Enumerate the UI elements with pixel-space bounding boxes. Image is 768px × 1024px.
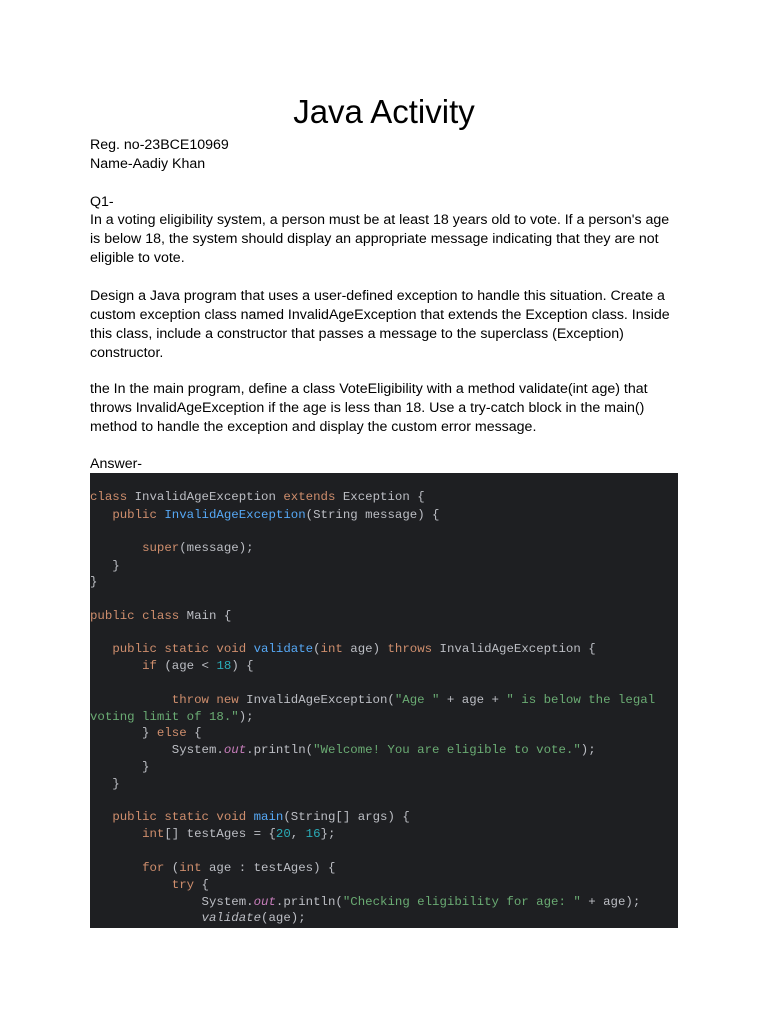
code-token: "Checking eligibility for age: " xyxy=(342,895,581,909)
code-line xyxy=(90,759,150,776)
question-paragraph-1: In a voting eligibility system, a person must be at least 18 years old to vote. If a person's age is below 18, the system should display an appropriate message indicating that they are not eligible to vote. xyxy=(90,212,670,266)
code-token: (String message) { xyxy=(305,508,440,522)
question-label: Q1- xyxy=(90,194,114,210)
code-token: else xyxy=(156,726,187,740)
code-line xyxy=(90,742,596,759)
code-token: class xyxy=(90,490,128,504)
code-token xyxy=(90,659,142,673)
code-line xyxy=(90,910,306,927)
code-line xyxy=(90,877,209,894)
code-token: InvalidAgeException { xyxy=(432,642,596,656)
code-token: , xyxy=(290,827,306,841)
code-token: System. xyxy=(90,743,224,757)
code-line xyxy=(90,489,425,506)
code-line xyxy=(90,558,120,575)
code-token: } xyxy=(90,777,120,791)
code-token: System. xyxy=(90,895,254,909)
code-token: (age); xyxy=(261,911,306,925)
code-token: out xyxy=(253,895,276,909)
code-token: main xyxy=(253,810,284,824)
code-token xyxy=(90,861,142,875)
code-token: [] testAges = { xyxy=(164,827,276,841)
code-token: (message); xyxy=(179,541,254,555)
code-token: "Age " xyxy=(394,693,440,707)
code-line xyxy=(90,894,640,911)
code-line xyxy=(90,658,254,675)
code-block xyxy=(90,473,678,928)
code-line xyxy=(90,709,254,726)
code-token: throw new xyxy=(171,693,239,707)
code-token: }; xyxy=(320,827,336,841)
code-token: ); xyxy=(580,743,596,757)
code-token: + age); xyxy=(580,895,641,909)
question-paragraph-2: Design a Java program that uses a user-defined exception to handle this situation. Create a custom exception class named InvalidAgeException that extends the Exception class. Inside this class, include a constructor that passes a message to the superclass (Exception) constructor. xyxy=(90,288,670,361)
code-token xyxy=(90,911,202,925)
code-token: int xyxy=(179,861,202,875)
code-token xyxy=(246,810,253,824)
code-token: extends xyxy=(283,490,336,504)
code-token: "Welcome! You are eligible to vote." xyxy=(313,743,581,757)
code-line xyxy=(90,608,231,625)
code-token xyxy=(246,642,253,656)
code-line xyxy=(90,507,440,524)
code-line xyxy=(90,725,202,742)
code-line xyxy=(90,540,254,557)
code-token xyxy=(135,609,142,623)
code-token: age : testAges) { xyxy=(201,861,336,875)
code-token: throws xyxy=(387,642,433,656)
code-token: out xyxy=(223,743,247,757)
code-token xyxy=(90,810,112,824)
code-token: { xyxy=(186,726,202,740)
code-token: ( xyxy=(164,861,180,875)
code-token: } xyxy=(90,575,98,589)
code-token: for xyxy=(142,861,165,875)
code-token: 20 xyxy=(275,827,291,841)
code-line xyxy=(90,776,120,793)
reg-number: Reg. no-23BCE10969 xyxy=(90,137,229,153)
question-paragraph-3: the In the main program, define a class VoteEligibility with a method validate(int age) that throws InvalidAgeException if the age is less than 18. Use a try-catch block in the main() method to handle the exception and display the custom error message. xyxy=(90,381,648,435)
code-token xyxy=(90,693,172,707)
code-token: (age < xyxy=(156,659,217,673)
code-token: } xyxy=(90,726,157,740)
code-token: super xyxy=(142,541,180,555)
code-token: validate xyxy=(201,911,262,925)
code-token: ) { xyxy=(231,659,254,673)
code-token: ( xyxy=(313,642,321,656)
code-token: (String[] args) { xyxy=(283,810,410,824)
document-title: Java Activity xyxy=(293,93,475,130)
code-token: + age + xyxy=(439,693,507,707)
code-token: if xyxy=(142,659,157,673)
code-token: validate xyxy=(253,642,314,656)
answer-label: Answer- xyxy=(90,456,143,472)
code-line xyxy=(90,826,335,843)
code-line xyxy=(90,860,335,877)
code-token: public xyxy=(112,508,157,522)
code-token: InvalidAgeException xyxy=(164,508,306,522)
code-token: public xyxy=(90,609,135,623)
code-token: public static void xyxy=(112,642,247,656)
code-token xyxy=(90,541,142,555)
code-token: class xyxy=(142,609,180,623)
code-line xyxy=(90,641,596,658)
code-token xyxy=(90,878,172,892)
code-token: " is below the legal xyxy=(506,693,656,707)
code-token: ); xyxy=(238,710,254,724)
code-token xyxy=(90,508,112,522)
code-line xyxy=(90,809,410,826)
code-token xyxy=(90,827,142,841)
code-token: } xyxy=(90,760,150,774)
code-token: Main { xyxy=(179,609,232,623)
code-token: try xyxy=(171,878,195,892)
code-token: voting limit of 18." xyxy=(90,710,239,724)
code-token: InvalidAgeException xyxy=(127,490,284,504)
code-token: public static void xyxy=(112,810,247,824)
code-token: 18 xyxy=(216,659,232,673)
code-token: .println( xyxy=(275,895,343,909)
code-token: .println( xyxy=(246,743,314,757)
code-line xyxy=(90,574,97,591)
code-token: InvalidAgeException( xyxy=(238,693,395,707)
code-token: int xyxy=(142,827,165,841)
code-token: age) xyxy=(342,642,388,656)
student-name: Name-Aadiy Khan xyxy=(90,156,206,172)
code-line xyxy=(90,692,655,709)
code-token: int xyxy=(320,642,343,656)
code-token: } xyxy=(90,559,120,573)
code-token: Exception { xyxy=(335,490,425,504)
code-token: { xyxy=(194,878,209,892)
code-token xyxy=(90,642,112,656)
code-token: 16 xyxy=(305,827,321,841)
